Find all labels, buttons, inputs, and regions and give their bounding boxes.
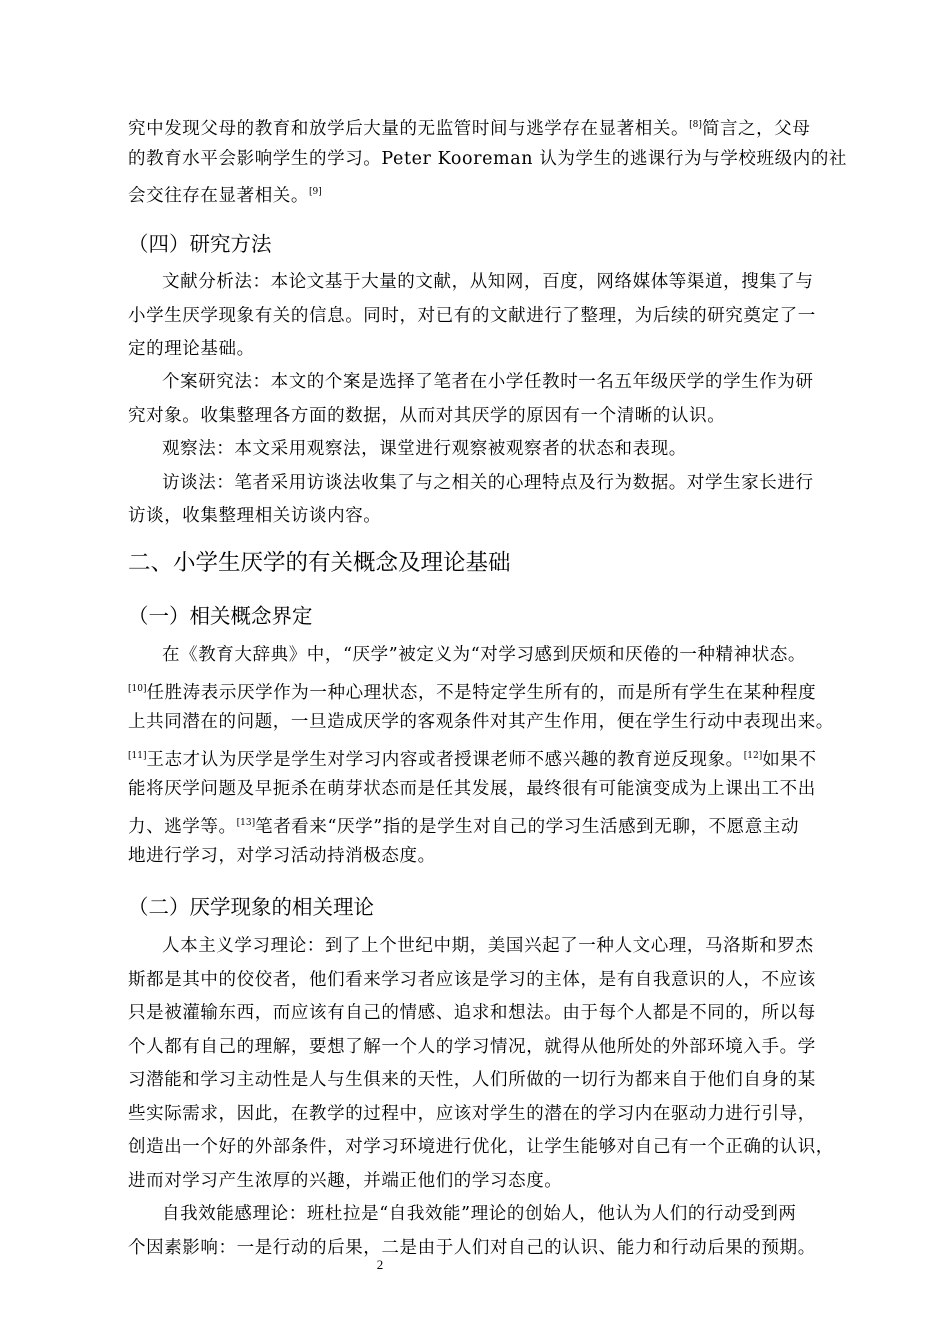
text-run: 会交往存在显著相关。 (128, 186, 309, 206)
text-run: 进而对学习产生浓厚的兴趣，并端正他们的学习态度。 (128, 1171, 563, 1191)
text-line (128, 337, 255, 361)
text-run: 访谈，收集整理相关访谈内容。 (128, 506, 382, 526)
citation-ref: [13] (236, 818, 256, 828)
text-run: 习潜能和学习主动性是人与生俱来的天性，人们所做的一切行为都来自于他们自身的某 (128, 1070, 816, 1090)
citation-ref: [12] (743, 751, 763, 761)
section-heading-concept-definition: （一）相关概念界定 (128, 604, 313, 628)
text-run: 定的理论基础。 (128, 339, 255, 359)
text-line (128, 744, 817, 772)
text-line (162, 270, 814, 294)
text-line (128, 1102, 816, 1126)
text-run: 王志才认为厌学是学生对学习内容或者授课老师不感兴趣的教育逆反现象。 (146, 750, 744, 770)
text-line (128, 304, 816, 328)
chapter-heading: 二、小学生厌学的有关概念及理论基础 (128, 550, 511, 576)
text-run: 如果不 (762, 750, 817, 770)
text-line (162, 437, 687, 461)
text-run: 笔者看来“厌学”指的是学生对自己的学习生活感到无聊，不愿意主动 (255, 817, 800, 837)
citation-ref: [8] (689, 120, 702, 130)
text-line (128, 1001, 816, 1025)
text-line (162, 934, 814, 958)
text-line (128, 811, 799, 839)
text-line (162, 370, 814, 394)
section-heading-related-theories: （二）厌学现象的相关理论 (128, 895, 374, 919)
text-run: 个案研究法：本文的个案是选择了笔者在小学任教时一名五年级厌学的学生作为研 (162, 372, 814, 392)
text-run: 力、逃学等。 (128, 817, 237, 837)
text-line (128, 147, 847, 171)
text-line (128, 710, 834, 734)
text-line (162, 1202, 797, 1226)
text-line (162, 643, 806, 667)
citation-ref: [9] (309, 187, 322, 197)
text-run: 任胜涛表示厌学作为一种心理状态，不是特定学生所有的，而是所有学生在某种程度 (146, 683, 817, 703)
text-run: 访谈法：笔者采用访谈法收集了与之相关的心理特点及行为数据。对学生家长进行 (162, 473, 814, 493)
text-run: 些实际需求，因此，在教学的过程中，应该对学生的潜在的学习内在驱动力进行引导， (128, 1104, 816, 1124)
text-run: 究中发现父母的教育和放学后大量的无监管时间与逃学存在显著相关。 (128, 119, 690, 139)
section-heading-research-methods: （四）研究方法 (128, 232, 272, 256)
page-number: 2 (376, 1257, 384, 1272)
citation-ref: [10] (128, 684, 147, 694)
citation-ref: [11] (128, 751, 147, 761)
text-run: 小学生厌学现象有关的信息。同时，对已有的文献进行了整理，为后续的研究奠定了一 (128, 306, 816, 326)
text-run: 个人都有自己的理解，要想了解一个人的学习情况，就得从他所处的外部环境入手。学 (128, 1037, 816, 1057)
text-run: 创造出一个好的外部条件，对学习环境进行优化，让学生能够对自己有一个正确的认识， (128, 1137, 834, 1157)
text-line (128, 1135, 834, 1159)
text-run: 文献分析法：本论文基于大量的文献，从知网，百度，网络媒体等渠道，搜集了与 (162, 272, 814, 292)
text-line (128, 968, 816, 992)
text-line (128, 777, 816, 801)
text-run: 地进行学习，对学习活动持消极态度。 (128, 846, 436, 866)
text-run: 上共同潜在的问题，一旦造成厌学的客观条件对其产生作用，便在学生行动中表现出来。 (128, 712, 834, 732)
text-line (128, 844, 436, 868)
text-run: 简言之，父母 (701, 119, 811, 139)
text-line (162, 471, 814, 495)
text-line (128, 1068, 816, 1092)
text-line (128, 113, 810, 141)
text-run: 的教育水平会影响学生的学习。Peter Kooreman 认为学生的逃课行为与学校班级内的社 (128, 149, 848, 169)
text-line (128, 180, 322, 208)
text-line (128, 1035, 816, 1059)
text-run: 人本主义学习理论：到了上个世纪中期，美国兴起了一种人文心理，马洛斯和罗杰 (162, 936, 814, 956)
text-line (128, 504, 381, 528)
text-run: 在《教育大辞典》中，“厌学”被定义为“对学习感到厌烦和厌倦的一种精神状态。 (162, 645, 807, 665)
text-run: 能将厌学问题及早扼杀在萌芽状态而是任其发展，最终很有可能演变成为上课出工不出 (128, 779, 816, 799)
text-run: 自我效能感理论：班杜拉是“自我效能”理论的创始人，他认为人们的行动受到两 (162, 1204, 797, 1224)
text-run: 个因素影响：一是行动的后果，二是由于人们对自己的认识、能力和行动后果的预期。 (128, 1238, 816, 1258)
text-run: 观察法：本文采用观察法，课堂进行观察被观察者的状态和表现。 (162, 439, 687, 459)
text-run: 斯都是其中的佼佼者，他们看来学习者应该是学习的主体，是有自我意识的人，不应该 (128, 970, 816, 990)
text-run: 只是被灌输东西，而应该有自己的情感、追求和想法。由于每个人都是不同的，所以每 (128, 1003, 816, 1023)
text-run: 究对象。收集整理各方面的数据，从而对其厌学的原因有一个清晰的认识。 (128, 406, 726, 426)
text-line (128, 404, 725, 428)
text-line (128, 1169, 562, 1193)
text-line (128, 677, 816, 705)
